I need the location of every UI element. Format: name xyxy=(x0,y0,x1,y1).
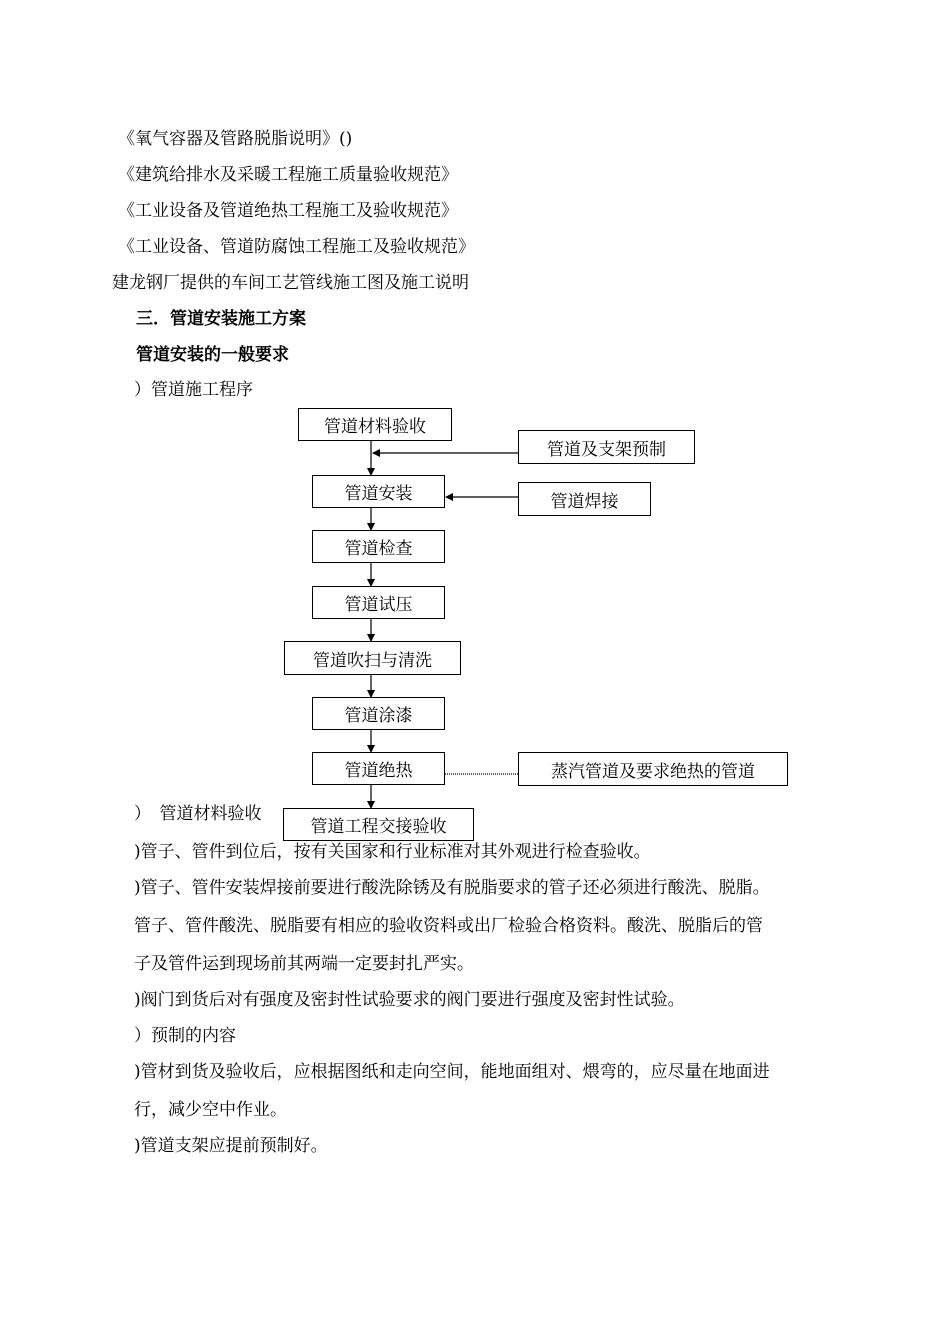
flow-step-material-acceptance: 管道材料验收 xyxy=(298,408,452,441)
subsection-title: 管道安装的一般要求 xyxy=(136,345,289,365)
para-5: )管道支架应提前预制好。 xyxy=(134,1136,328,1156)
para-1: )管子、管件到位后，按有关国家和行业标准对其外观进行检查验收。 xyxy=(134,842,651,862)
flow-side-prefabrication: 管道及支架预制 xyxy=(518,430,695,464)
flow-step-insulation: 管道绝热 xyxy=(312,752,445,785)
flow-step-pressure-test: 管道试压 xyxy=(312,586,445,619)
flow-step-inspection: 管道检查 xyxy=(312,530,445,563)
para-2-line-2: 管子、管件酸洗、脱脂要有相应的验收资料或出厂检验合格资料。酸洗、脱脂后的管 xyxy=(134,916,763,936)
prefab-heading: ）预制的内容 xyxy=(134,1026,236,1046)
section-title: 三．管道安装施工方案 xyxy=(136,309,306,329)
flow-step-handover: 管道工程交接验收 xyxy=(283,808,474,841)
para-3: )阀门到货后对有强度及密封性试验要求的阀门要进行强度及密封性试验。 xyxy=(134,990,685,1010)
para-2-line-3: 子及管件运到现场前其两端一定要封扎严实。 xyxy=(134,954,474,974)
reference-3: 《工业设备及管道绝热工程施工及验收规范》 xyxy=(118,201,458,221)
reference-5: 建龙钢厂提供的车间工艺管线施工图及施工说明 xyxy=(112,273,469,293)
flow-step-painting: 管道涂漆 xyxy=(312,697,445,730)
para-4-line-2: 行，减少空中作业。 xyxy=(134,1100,287,1120)
material-acceptance-heading: ） 管道材料验收 xyxy=(134,804,262,824)
procedure-heading: ）管道施工程序 xyxy=(134,380,253,400)
para-2-line-1: )管子、管件安装焊接前要进行酸洗除锈及有脱脂要求的管子还必须进行酸洗、脱脂。 xyxy=(134,878,770,898)
flow-step-purge-clean: 管道吹扫与清洗 xyxy=(284,641,461,675)
reference-2: 《建筑给排水及采暖工程施工质量验收规范》 xyxy=(118,165,458,185)
flow-step-installation: 管道安装 xyxy=(312,475,445,508)
reference-4: 《工业设备、管道防腐蚀工程施工及验收规范》 xyxy=(118,237,475,257)
reference-1: 《氧气容器及管路脱脂说明》() xyxy=(118,129,353,149)
para-4-line-1: )管材到货及验收后，应根据图纸和走向空间，能地面组对、煨弯的，应尽量在地面进 xyxy=(134,1062,770,1082)
flow-side-welding: 管道焊接 xyxy=(518,482,651,516)
flow-side-steam-insulation: 蒸汽管道及要求绝热的管道 xyxy=(518,752,788,786)
